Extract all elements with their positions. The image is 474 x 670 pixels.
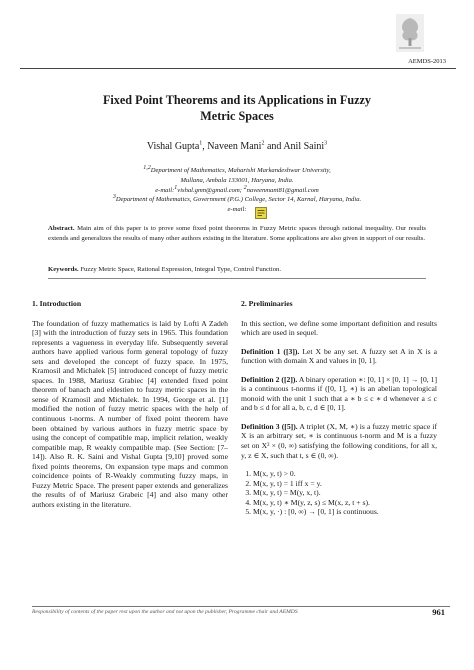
email-link[interactable]: naveenmani81@gmail.com — [246, 186, 319, 194]
journal-code: AEMDS-2013 — [408, 58, 446, 65]
note-icon[interactable] — [255, 206, 267, 218]
keywords-label: Keywords. — [48, 266, 79, 273]
keywords — [48, 265, 426, 275]
affiliation-line: e-mail:$^1$vishal.gmn@gmail.com; $^2$naveenmani81@gmail.com — [155, 184, 319, 194]
right-column — [241, 299, 437, 517]
affiliation-line — [40, 166, 434, 176]
page-number: 961 — [432, 607, 445, 617]
author-sup: 2 — [261, 140, 265, 147]
list-item: 2. M(x, y, t) = 1 iff x = y. — [253, 479, 437, 489]
list-item: 3. M(x, y, t) = M(y, x, t). — [253, 488, 437, 498]
affiliation-line: e-mail: — [227, 206, 247, 214]
email-link[interactable]: vishal.gmn@gmail.com — [177, 186, 240, 194]
affiliation-line — [40, 195, 434, 205]
affiliation-line: Mullana, Ambala 133001, Haryana, India. — [180, 176, 294, 184]
definition-text: A triplet (X, M, ∗) is a fuzzy metric space if X is an arbitrary set, ∗ is continuous t-norm and M is a fuzzy set on X² × (0, ∞) satisfying the following conditions, for all x, y, z ∈ X, such that t, s ∈ (0, ∞). — [241, 421, 438, 460]
author-sup: 1 — [199, 140, 203, 147]
abstract — [48, 224, 426, 243]
title-line-1: Fixed Point Theorems and its Applications in Fuzzy — [102, 93, 372, 107]
header-rule — [20, 68, 456, 69]
title-line-2: Metric Spaces — [200, 108, 274, 123]
author-sup: 3 — [324, 140, 328, 147]
introduction-paragraph: The foundation of fuzzy mathematics is laid by Lofti A Zadeh [3] with the introduction of fuzzy sets in 1965. This foundation represents a vagueness in everyday life. Subsequently several authors have applied various form general topology of fuzzy sets and developed the concept of fuzzy space. In 1975, Kramosil and Michalek [5] introduced concept of fuzzy metric spaces. In 1988, Mariusz Grabiec [4] extended fixed point theorem of banach and eldestien to fuzzy metric spaces in the sense of Kramosil and Michalek. In 1994, George et al. [1] modified the notion of fuzzy metric spaces with the help of continuous t-norms. A number of fixed point theorem have been obtained by various authors in fuzzy metric space by using the concept of compatible map, implicit relation, weakly compatible map, R weakly compatible map. (See Section: [7–14]). Also R. K. Saini and Vishal Gupta [9,10] proved some fixed points theorems, On expansion type maps and common coincidence points of R-Weakly commuting fuzzy maps, in Fuzzy Metric Space. The present paper extends and generalizes the results of of Mariusz Grabeic [4] and also many other authors existing in the literature. — [32, 318, 228, 509]
section-heading-preliminaries: 2. Preliminaries — [241, 299, 293, 308]
affil-sup: 3 — [112, 194, 116, 201]
author-name: Anil Saini — [283, 141, 325, 152]
list-item: 5. M(x, y, ·) : [0, ∞) → [0, 1] is continuous. — [253, 507, 437, 517]
section-heading-introduction: 1. Introduction — [32, 299, 82, 308]
definition-3 — [241, 422, 437, 460]
email-label: e-mail: — [155, 186, 175, 194]
affil-text: Department of Mathematics, Government (P.G.) College, Sector 14, Karnal, Haryana, India. — [115, 196, 362, 204]
affiliations — [40, 166, 434, 215]
author-list: Vishal Gupta$^1$, Naveen Mani$^2$ and Anil Saini$^3$ — [146, 140, 328, 152]
footer-note: Responsibility of contents of the paper rest upon the author and not upon the publisher, Programme chair and AEMDS — [32, 609, 298, 615]
abstract-label: Abstract. — [48, 225, 75, 232]
publisher-logo-icon — [396, 14, 424, 52]
affil-text: Department of Mathematics, Maharishi Markandeshwar University, — [150, 167, 331, 174]
definition-2 — [241, 375, 437, 413]
preliminaries-intro: In this section, we define some important definition and results which are used in sequel. — [241, 318, 437, 338]
affil-sup: 1,2 — [143, 164, 151, 171]
definition-1 — [241, 347, 437, 366]
definition-label: Definition 3 ([5]). — [241, 421, 298, 431]
affil-sup: 1 — [174, 184, 178, 191]
condition-list — [241, 469, 437, 517]
definition-label: Definition 2 ([2]). — [241, 374, 298, 384]
definition-text: Let X be any set. A fuzzy set A in X is a function with domain X and values in [0, 1]. — [241, 346, 438, 366]
footer-rule — [32, 606, 450, 607]
keywords-rule — [48, 278, 426, 279]
author-name: Naveen Mani — [207, 141, 262, 152]
left-column — [32, 299, 228, 518]
author-name: Vishal Gupta — [146, 141, 200, 152]
definition-label: Definition 1 ([3]). — [241, 346, 300, 356]
definition-text: A binary operation ∗: [0, 1] × [0, 1] → [0, 1] is a continuous t-norms if ([0, 1], ∗) is an abelian topological monoid with the unit 1 such that a ∗ b ≤ c ∗ d whenever a ≤ c and b ≤ d for all a, b, c, d ∈ [0, 1]. — [241, 374, 437, 413]
keywords-text: Fuzzy Metric Space, Rational Expression, Integral Type, Control Function. — [80, 266, 282, 273]
affil-sup: 2 — [243, 184, 247, 191]
paper-title — [50, 93, 424, 124]
abstract-text: Main aim of this paper is to prove some fixed point theorems in Fuzzy Metric spaces through rational inequality. Our results extends and generalizes the results of many other authors existing in the literature. Some applications are also given in support of our results. — [48, 225, 426, 242]
list-item: 1. M(x, y, t) > 0. — [253, 469, 437, 479]
list-item: 4. M(x, y, t) ∗ M(y, z, s) ≤ M(x, z, t + s). — [253, 498, 437, 508]
